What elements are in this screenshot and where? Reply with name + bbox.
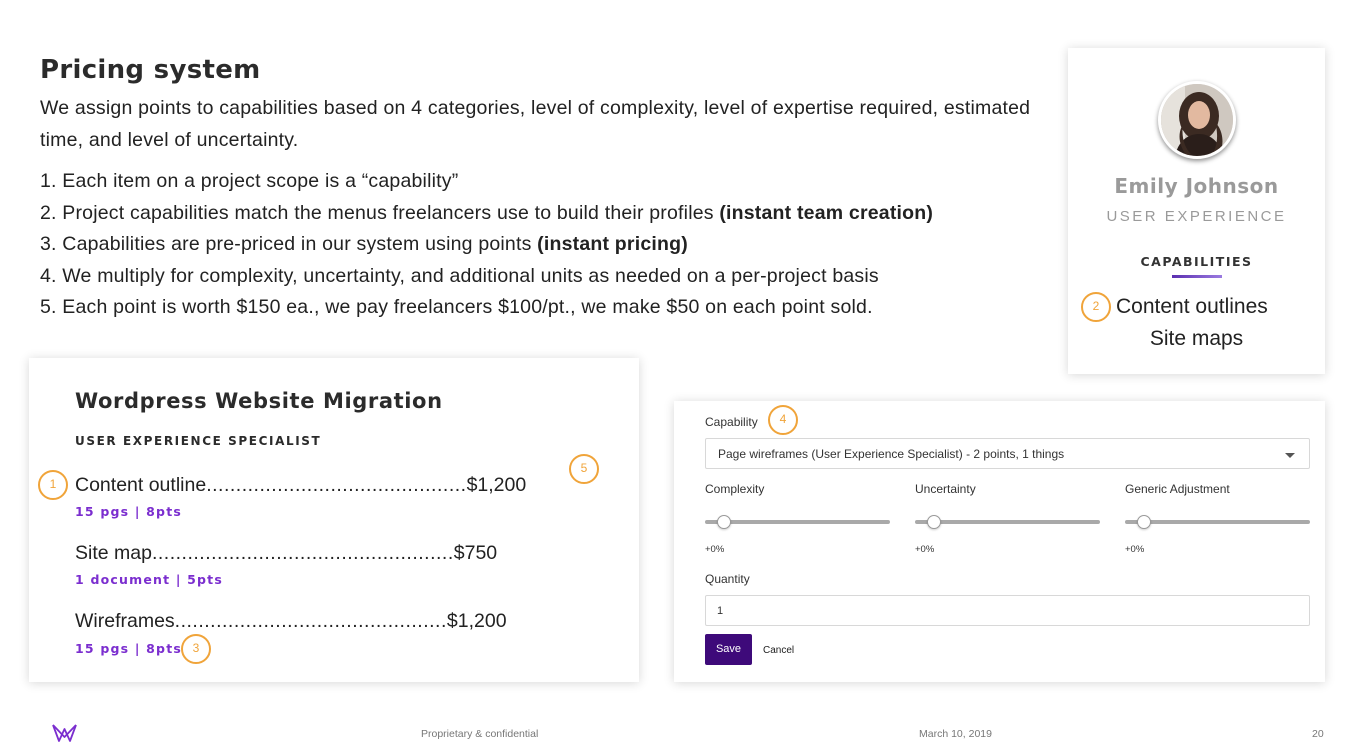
line-item-meta: 15 pgs | 8pts xyxy=(75,504,183,519)
line-item-meta: 1 document | 5pts xyxy=(75,572,224,587)
generic-adjustment-label: Generic Adjustment xyxy=(1125,482,1230,496)
point-item: 2. Project capabilities match the menus freelancers use to build their profiles (instant team creation) xyxy=(40,201,934,224)
avatar xyxy=(1158,81,1236,159)
profile-name: Emily Johnson xyxy=(1114,174,1279,198)
complexity-slider-handle[interactable] xyxy=(717,515,731,529)
point-item: 5. Each point is worth $150 ea., we pay freelancers $100/pt., we make $50 on each point sold. xyxy=(40,296,873,318)
point-item: 4. We multiply for complexity, uncertainty, and additional units as needed on a per-project basis xyxy=(40,264,879,287)
capability-item: Content outlines xyxy=(1116,295,1268,318)
project-title: Wordpress Website Migration xyxy=(75,389,443,413)
profile-role: USER EXPERIENCE xyxy=(1106,208,1287,225)
line-item-content-outline: Content outline............................................$1,200 xyxy=(75,474,527,496)
line-item-meta: 15 pgs | 8pts xyxy=(75,641,183,656)
point-item: 3. Capabilities are pre-priced in our system using points (instant pricing) xyxy=(40,233,688,255)
intro-paragraph: We assign points to capabilities based on 4 categories, level of complexity, level of expertise required, estimated time, and level of uncertainty. xyxy=(40,97,1031,151)
footer-confidential: Proprietary & confidential xyxy=(421,728,539,740)
cancel-button[interactable]: Cancel xyxy=(763,645,795,656)
profile-card xyxy=(1068,48,1325,374)
brand-logo-icon xyxy=(52,723,77,748)
callout-badge-2: 2 xyxy=(1081,292,1111,322)
capability-selected-value: Page wireframes (User Experience Specialist) - 2 points, 1 things xyxy=(718,447,1065,461)
uncertainty-slider-track[interactable] xyxy=(915,520,1100,524)
capability-item: Site maps xyxy=(1149,327,1244,350)
uncertainty-value: +0% xyxy=(915,544,935,555)
quantity-label: Quantity xyxy=(705,572,750,586)
avatar-photo-icon xyxy=(1161,84,1233,156)
generic-adjustment-value: +0% xyxy=(1125,544,1145,555)
capability-select[interactable] xyxy=(705,438,1310,469)
chevron-down-icon xyxy=(1285,453,1295,458)
complexity-label: Complexity xyxy=(705,482,765,496)
line-item-site-map: Site map...................................................$750 xyxy=(75,542,498,564)
save-button[interactable]: Save xyxy=(705,634,752,665)
capability-label: Capability xyxy=(705,415,758,429)
pricing-points-list xyxy=(40,166,1050,324)
complexity-slider-track[interactable] xyxy=(705,520,890,524)
callout-badge-3: 3 xyxy=(181,634,211,664)
callout-badge-1: 1 xyxy=(38,470,68,500)
uncertainty-slider-handle[interactable] xyxy=(927,515,941,529)
generic-adjustment-slider-track[interactable] xyxy=(1125,520,1310,524)
footer-page-number: 20 xyxy=(1312,728,1324,740)
line-item-wireframes: Wireframes..............................................$1,200 xyxy=(75,610,507,632)
page-title: Pricing system xyxy=(40,55,261,85)
project-card xyxy=(29,358,639,682)
generic-adjustment-slider-handle[interactable] xyxy=(1137,515,1151,529)
complexity-value: +0% xyxy=(705,544,725,555)
footer-date: March 10, 2019 xyxy=(919,728,992,740)
point-item: 1. Each item on a project scope is a “capability” xyxy=(40,170,459,192)
project-subtitle: USER EXPERIENCE SPECIALIST xyxy=(75,434,322,448)
callout-badge-4: 4 xyxy=(768,405,798,435)
capabilities-heading: CAPABILITIES xyxy=(1140,254,1253,269)
uncertainty-label: Uncertainty xyxy=(915,482,976,496)
capability-form xyxy=(674,401,1325,682)
capabilities-underline xyxy=(1172,275,1222,278)
callout-badge-5: 5 xyxy=(569,454,599,484)
quantity-input[interactable]: 1 xyxy=(705,595,1310,626)
